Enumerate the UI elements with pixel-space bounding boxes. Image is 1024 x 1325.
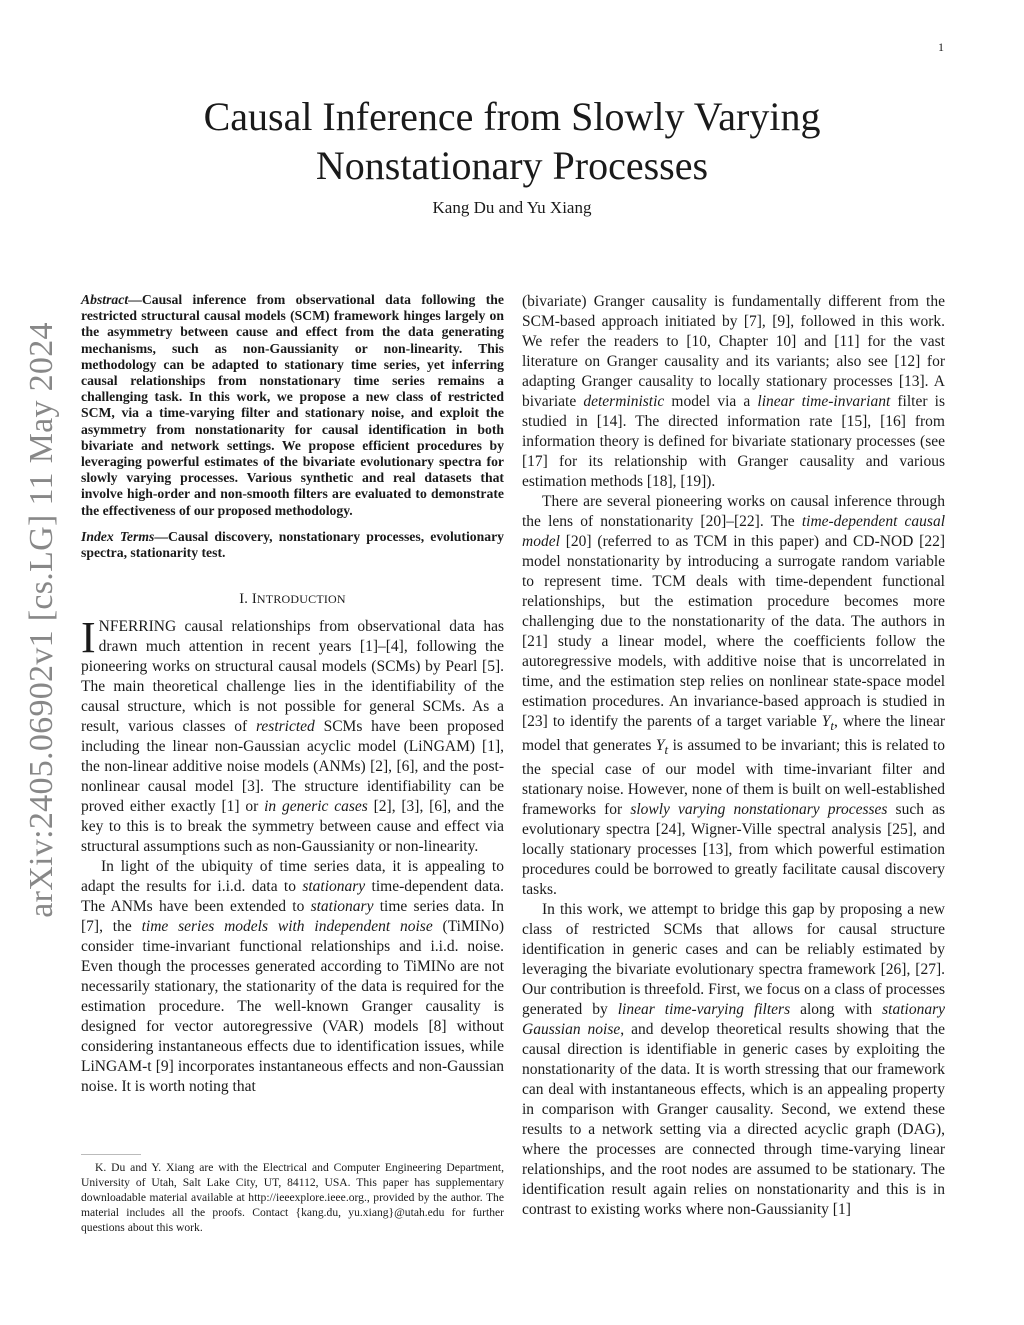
- intro-emphasis: stationary: [310, 898, 374, 916]
- abstract-label: Abstract: [81, 292, 129, 307]
- authors: Kang Du and Yu Xiang: [432, 198, 592, 217]
- intro-emphasis: stationary: [302, 878, 366, 896]
- body-emphasis: stationary Gaussian noise: [522, 1001, 945, 1039]
- body-text: such as evolutionary spectra [24], Wigner-Ville spectral analysis [25], and locally stationary processes [13], from which powerful estimation procedures could be borrowed to greatly facilitate causal discovery tasks.: [522, 801, 945, 899]
- body-text: along with: [790, 1001, 883, 1019]
- paper-title: [0, 92, 1024, 190]
- body-text: [20] (referred to as TCM in this paper) and CD-NOD [22] model nonstationarity by introducing a surrogate random variable to represent time. TCM deals with time-dependent functional relationships, but the estimation procedure becomes more challenging due to the nonstationarity of the data. The authors in [21] study a linear model, where the coefficients follow the autoregressive models, with additive noise that is uncorrelated in time, and the estimation step relies on nonlinear state-space model estimation procedures. An invariance-based approach is studied in [23] to identify the parents of a target variable: [522, 533, 945, 730]
- section-rest: NTRODUCTION: [256, 592, 346, 607]
- body-text: model via a: [664, 393, 758, 410]
- left-column: [81, 292, 504, 1097]
- intro-paragraph-1: [81, 613, 504, 857]
- right-paragraph-2: [522, 492, 945, 900]
- intro-text: time-dependent data. The ANMs have been extended to: [81, 878, 504, 916]
- index-terms-label: Index Terms: [81, 528, 155, 544]
- intro-text: time series data. In [7], the: [81, 898, 504, 936]
- body-emphasis: deterministic: [583, 393, 665, 410]
- body-emphasis: linear time-varying filters: [617, 1001, 791, 1019]
- arxiv-stamp: [22, 310, 62, 930]
- drop-cap: I: [81, 613, 96, 663]
- body-text: In this work, we attempt to bridge this gap by proposing a new class of restricted SCMs that allows for causal structure identification in generic cases and can be reliably estimated by leveraging the bivariate evolutionary spectra framework [26], [27]. Our contribution is threefold. First, we focus on a class of processes generated by: [522, 901, 945, 1019]
- author-footnote: K. Du and Y. Xiang are with the Electrical and Computer Engineering Department, University of Utah, Salt Lake City, UT, 84112, USA. This paper has supplementary downloadable material available at http://ieeexplore.ieee.org., provided by the author. The material includes all the proofs. Contact {kang.du, yu.xiang}@utah.edu for further questions about this work.: [81, 1161, 504, 1234]
- title-line-2: Nonstationary Processes: [315, 143, 709, 188]
- intro-text: causal relationships from observational data has drawn much attention in recent years [1]–[4], following the pioneering works on structural causal models (SCMs) by Pearl [5]. The main theoretical challenge lies in the identifiability of the causal structure, which is not possible for general SCMs. As a result, various classes of: [81, 618, 504, 736]
- footnote-rule: [81, 1154, 141, 1155]
- section-heading-introduction: [81, 591, 504, 608]
- math-variable: Y: [655, 737, 665, 755]
- intro-text: In light of the ubiquity of time series data, it is appealing to adapt the results for i.i.d. data to: [81, 858, 504, 896]
- abstract-text: —Causal inference from observational data following the restricted structural causal models (SCM) framework hinges largely on the asymmetry between cause and effect from the data generating mechanisms, such as non-Gaussianity or non-linearity. This methodology can be adapted to stationary time series, yet inferring causal relationships from nonstationary time series remains a challenging task. In this work, we propose a new class of restricted SCM, via a time-varying filter and stationary noise, and exploit the asymmetry from nonstationarity for causal identification in both bivariate and network settings. We propose efficient procedures by leveraging powerful estimates of the bivariate evolutionary spectra for slowly varying processes. Various synthetic and real datasets that involve high-order and non-smooth filters are evaluated to demonstrate the effectiveness of our proposed methodology.: [81, 292, 504, 518]
- abstract: [81, 292, 504, 519]
- intro-text: [2], [3], [6], and the key to this is to break the symmetry between cause and effect via structural assumptions such as non-Gaussianity or non-linearity.: [81, 798, 504, 856]
- intro-emphasis: restricted: [255, 718, 315, 736]
- body-text: (bivariate) Granger causality is fundamentally different from the SCM-based approach initiated by [7], [9], followed in this work. We refer the readers to [10, Chapter 10] and [11] for the vast literature on Granger causality and its variants; also see [12] for adapting Granger causality to locally stationary processes [13]. A bivariate: [522, 293, 945, 410]
- index-terms: [81, 529, 504, 561]
- right-paragraph-1: [522, 292, 945, 492]
- body-text: , and develop theoretical results showing that the causal direction is identifiable in generic cases by exploiting the nonstationarity of the data. It is worth stressing that our framework can deal with instantaneous effects, which is an appealing property in comparison with Granger causality. Second, we extend these results to a network setting via a directed acyclic graph (DAG), where the processes are connected through time-varying linear relationships, and the root nodes are assumed to be stationary. The identification result again relies on nonstationarity and this is in contrast to existing works where non-Gaussianity [1]: [522, 1021, 945, 1219]
- body-text: is assumed to be invariant; this is related to the special case of our model with time-invariant filter and stationary noise. However, none of them is built on well-established frameworks for: [522, 737, 945, 819]
- index-terms-text: —Causal discovery, nonstationary processes, evolutionary spectra, stationarity test.: [81, 528, 504, 561]
- body-text: There are several pioneering works on causal inference through the lens of nonstationarity [20]–[22]. The: [522, 493, 945, 530]
- body-emphasis: slowly varying nonstationary processes: [630, 801, 888, 819]
- page-number: 1: [938, 40, 944, 54]
- right-paragraph-3: [522, 900, 945, 1220]
- section-numeral: I.: [239, 591, 252, 608]
- body-text: , where the linear model that generates: [522, 713, 945, 755]
- intro-caps: NFERRING: [98, 618, 177, 636]
- intro-text: (TiMINo) consider time-invariant functional relationships and i.i.d. noise. Even though the processes generated according to TiMINo are not necessarily stationary, the stationarity of the data is required for the estimation procedure. The well-known Granger causality is designed for vector autoregressive (VAR) models [8] without considering instantaneous effects due to identification issues, while LiNGAM-t [9] incorporates instantaneous effects and non-Gaussian noise. It is worth noting that: [81, 918, 504, 1096]
- math-subscript: t: [830, 718, 834, 734]
- intro-emphasis: in generic cases: [264, 798, 368, 816]
- intro-paragraph-2: [81, 857, 504, 1097]
- intro-text: SCMs have been proposed including the linear non-Gaussian acyclic model (LiNGAM) [1], the non-linear additive noise models (ANMs) [2], [6], and the post-nonlinear causal model [3]. The structure identifiability can be proved either exactly [1] or: [81, 718, 504, 816]
- body-emphasis: time-dependent causal model: [522, 513, 945, 550]
- title-line-1: Causal Inference from Slowly Varying: [203, 94, 821, 139]
- right-column: [522, 292, 945, 1220]
- section-initial: I: [251, 591, 257, 608]
- intro-emphasis: time series models with independent noise: [141, 918, 433, 936]
- arxiv-id: arXiv:2405.06902v1 [cs.LG] 11 May 2024: [23, 322, 60, 918]
- math-subscript: t: [664, 742, 669, 758]
- math-variable: Y: [821, 713, 831, 730]
- body-emphasis: linear time-invariant: [757, 393, 891, 410]
- body-text: filter is studied in [14]. The directed information rate [15], [16] from information theory is defined for bivariate stationary processes (see [17] for its relationship with Granger causality and various estimation methods [18], [19]).: [522, 393, 945, 490]
